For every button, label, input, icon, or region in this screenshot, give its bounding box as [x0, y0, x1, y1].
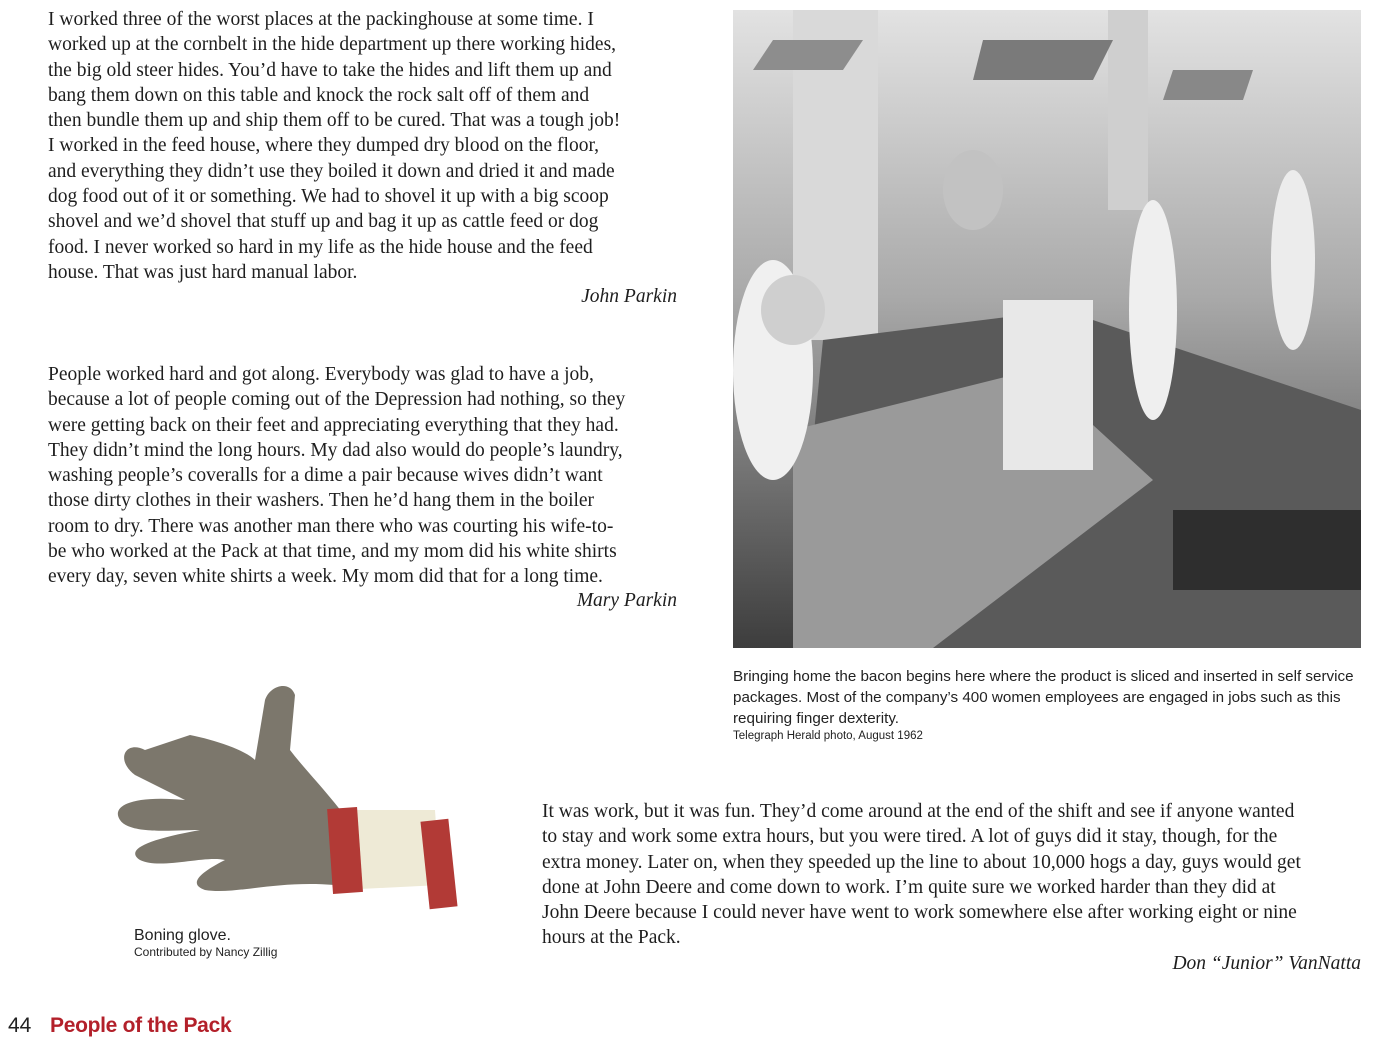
text-line: They didn’t mind the long hours. My dad also would do people’s laundry,: [48, 439, 623, 461]
page-number: 44: [8, 1014, 32, 1037]
text-line: the big old steer hides. You’d have to take the hides and lift them up and: [48, 59, 612, 81]
text-line: extra money. Later on, when they speeded up the line to about 10,000 hogs a day, guys would get: [542, 851, 1301, 873]
text-line: those dirty clothes in their washers. Then he’d hang them in the boiler: [48, 490, 595, 512]
photo-caption: [733, 666, 1354, 743]
text-line: every day, seven white shirts a week. My mom did that for a long time.: [48, 566, 603, 588]
text-line: house. That was just hard manual labor.: [48, 261, 358, 283]
quote-author: John Parkin: [581, 286, 677, 307]
text-line: shovel and we’d shovel that stuff up and bag it up as cattle feed or dog: [48, 211, 599, 233]
section-title: People of the Pack: [50, 1014, 232, 1037]
quote-author: Mary Parkin: [576, 590, 677, 611]
text-line: were getting back on their feet and appreciating everything that they had.: [48, 414, 619, 436]
quote-john-parkin: [48, 7, 620, 285]
photo-credit: Telegraph Herald photo, August 1962: [733, 730, 923, 742]
text-line: to stay and work some extra hours, but you were tired. A lot of guys did it stay, though, for the: [542, 826, 1278, 848]
text-line: food. I never worked so hard in my life as the hide house and the feed: [48, 236, 593, 258]
text-line: People worked hard and got along. Everybody was glad to have a job,: [48, 364, 594, 385]
quote-mary-parkin: [48, 362, 625, 590]
text-line: John Deere because I could never have went to work somewhere else after working eight or nine: [542, 902, 1297, 924]
text-line: worked up at the cornbelt in the hide department up there working hides,: [48, 34, 617, 56]
text-line: because a lot of people coming out of the Depression had nothing, so they: [48, 389, 626, 411]
glove-caption-title: Boning glove.: [134, 927, 231, 944]
text-line: It was work, but it was fun. They’d come around at the end of the shift and see if anyone wanted: [542, 801, 1295, 822]
text-line: bang them down on this table and knock the rock salt off of them and: [48, 84, 590, 106]
text-line: I worked in the feed house, where they dumped dry blood on the floor,: [48, 135, 600, 157]
caption-line: Bringing home the bacon begins here where the product is sliced and inserted in self service: [733, 668, 1354, 685]
quote-author: Don “Junior” VanNatta: [1172, 953, 1361, 974]
glove-credit: Contributed by Nancy Zillig: [134, 945, 278, 959]
text-line: washing people’s coveralls for a dime a pair because wives didn’t want: [48, 465, 603, 487]
packinghouse-photo: [733, 10, 1361, 648]
caption-line: requiring finger dexterity.: [733, 710, 900, 727]
text-line: I worked three of the worst places at the packinghouse at some time. I: [48, 9, 594, 30]
text-line: dog food out of it or something. We had to shovel it up with a big scoop: [48, 186, 609, 208]
text-line: and everything they didn’t use they boiled it down and dried it and made: [48, 160, 615, 182]
text-line: room to dry. There was another man there who was courting his wife-to-: [48, 515, 614, 537]
caption-line: packages. Most of the company’s 400 women employees are engaged in jobs such as this: [733, 689, 1341, 706]
text-line: be who worked at the Pack at that time, and my mom did his white shirts: [48, 541, 617, 563]
quote-don-vannatta: [542, 799, 1301, 951]
boning-glove-image: [105, 680, 465, 920]
glove-caption: [134, 926, 277, 960]
text-line: hours at the Pack.: [542, 927, 681, 949]
text-line: done at John Deere and come down to work. I’m quite sure we worked harder than they did at: [542, 876, 1276, 898]
text-line: then bundle them up and ship them off to be cured. That was a tough job!: [48, 110, 621, 132]
